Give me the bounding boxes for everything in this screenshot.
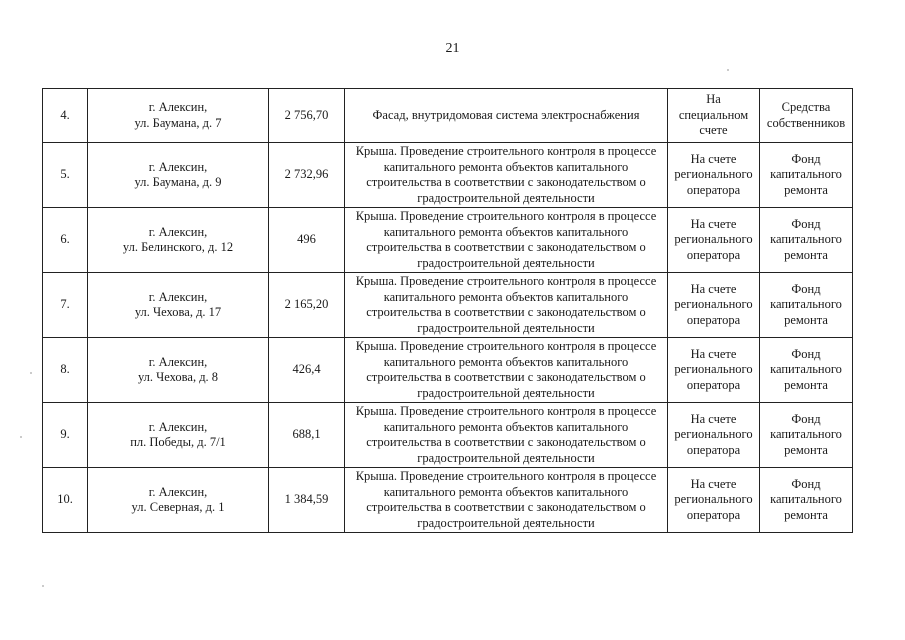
row-number: 10.: [43, 468, 88, 533]
funding-cell: Фонд капитального ремонта: [760, 208, 853, 273]
row-number: 7.: [43, 273, 88, 338]
address-street: ул. Чехова, д. 8: [137, 370, 219, 384]
account-cell: На счете регионального оператора: [668, 208, 760, 273]
row-number: 8.: [43, 338, 88, 403]
address-city: г. Алексин,: [148, 354, 208, 369]
funding-cell: Фонд капитального ремонта: [760, 403, 853, 468]
account-cell: На счете регионального оператора: [668, 338, 760, 403]
account-cell: На счете регионального оператора: [668, 273, 760, 338]
scan-speck: [42, 585, 44, 587]
table-row: [43, 143, 853, 208]
area-cell: 2 165,20: [269, 273, 345, 338]
address-street: ул. Чехова, д. 17: [134, 305, 222, 319]
area-cell: 2 732,96: [269, 143, 345, 208]
works-cell: Крыша. Проведение строительного контроля в процессе капитального ремонта объектов капитального строительства в соответствии с законодательством о градостроительной деятельности: [345, 273, 668, 338]
address-city: г. Алексин,: [148, 100, 208, 114]
address-city: г. Алексин,: [148, 289, 208, 304]
address-city: г. Алексин,: [148, 484, 208, 499]
works-cell: Крыша. Проведение строительного контроля в процессе капитального ремонта объектов капитального строительства в соответствии с законодательством о градостроительной деятельности: [345, 208, 668, 273]
area-cell: 688,1: [269, 403, 345, 468]
row-number: 9.: [43, 403, 88, 468]
table-row: [43, 338, 853, 403]
address-cell: [88, 273, 269, 338]
table-row: [43, 403, 853, 468]
works-cell: Фасад, внутридомовая система электроснабжения: [345, 89, 668, 143]
row-number: 5.: [43, 143, 88, 208]
area-cell: 2 756,70: [269, 89, 345, 143]
repair-program-table: [42, 88, 853, 533]
area-cell: 1 384,59: [269, 468, 345, 533]
funding-cell: Фонд капитального ремонта: [760, 143, 853, 208]
address-cell: [88, 468, 269, 533]
area-cell: 496: [269, 208, 345, 273]
scan-speck: [30, 372, 32, 374]
address-street: пл. Победы, д. 7/1: [130, 435, 226, 449]
address-cell: [88, 338, 269, 403]
area-cell: 426,4: [269, 338, 345, 403]
address-cell: [88, 208, 269, 273]
account-cell: На счете регионального оператора: [668, 143, 760, 208]
funding-cell: Средства собственников: [760, 89, 853, 143]
works-cell: Крыша. Проведение строительного контроля в процессе капитального ремонта объектов капитального строительства в соответствии с законодательством о градостроительной деятельности: [345, 403, 668, 468]
address-city: г. Алексин,: [148, 224, 208, 239]
address-cell: [88, 89, 269, 143]
table-row: [43, 273, 853, 338]
works-cell: Крыша. Проведение строительного контроля в процессе капитального ремонта объектов капитального строительства в соответствии с законодательством о градостроительной деятельности: [345, 338, 668, 403]
table-row: [43, 89, 853, 143]
table-row: [43, 208, 853, 273]
address-street: ул. Баумана, д. 9: [134, 175, 222, 189]
address-cell: [88, 403, 269, 468]
funding-cell: Фонд капитального ремонта: [760, 338, 853, 403]
works-cell: Крыша. Проведение строительного контроля в процессе капитального ремонта объектов капитального строительства в соответствии с законодательством о градостроительной деятельности: [345, 468, 668, 533]
funding-cell: Фонд капитального ремонта: [760, 273, 853, 338]
account-cell: На счете регионального оператора: [668, 468, 760, 533]
address-city: г. Алексин,: [148, 419, 208, 434]
account-cell: На специальном счете: [668, 89, 760, 143]
funding-cell: Фонд капитального ремонта: [760, 468, 853, 533]
address-cell: [88, 143, 269, 208]
scan-speck: [20, 436, 22, 438]
page-number: 21: [445, 41, 460, 56]
address-street: ул. Баумана, д. 7: [134, 115, 222, 130]
address-city: г. Алексин,: [148, 159, 208, 174]
scan-speck: [727, 69, 729, 71]
address-street: ул. Белинского, д. 12: [122, 240, 234, 254]
row-number: 4.: [43, 89, 88, 143]
address-street: ул. Северная, д. 1: [131, 500, 225, 514]
row-number: 6.: [43, 208, 88, 273]
table-row: [43, 468, 853, 533]
works-cell: Крыша. Проведение строительного контроля в процессе капитального ремонта объектов капитального строительства в соответствии с законодательством о градостроительной деятельности: [345, 143, 668, 208]
table-body: [43, 89, 853, 533]
account-cell: На счете регионального оператора: [668, 403, 760, 468]
